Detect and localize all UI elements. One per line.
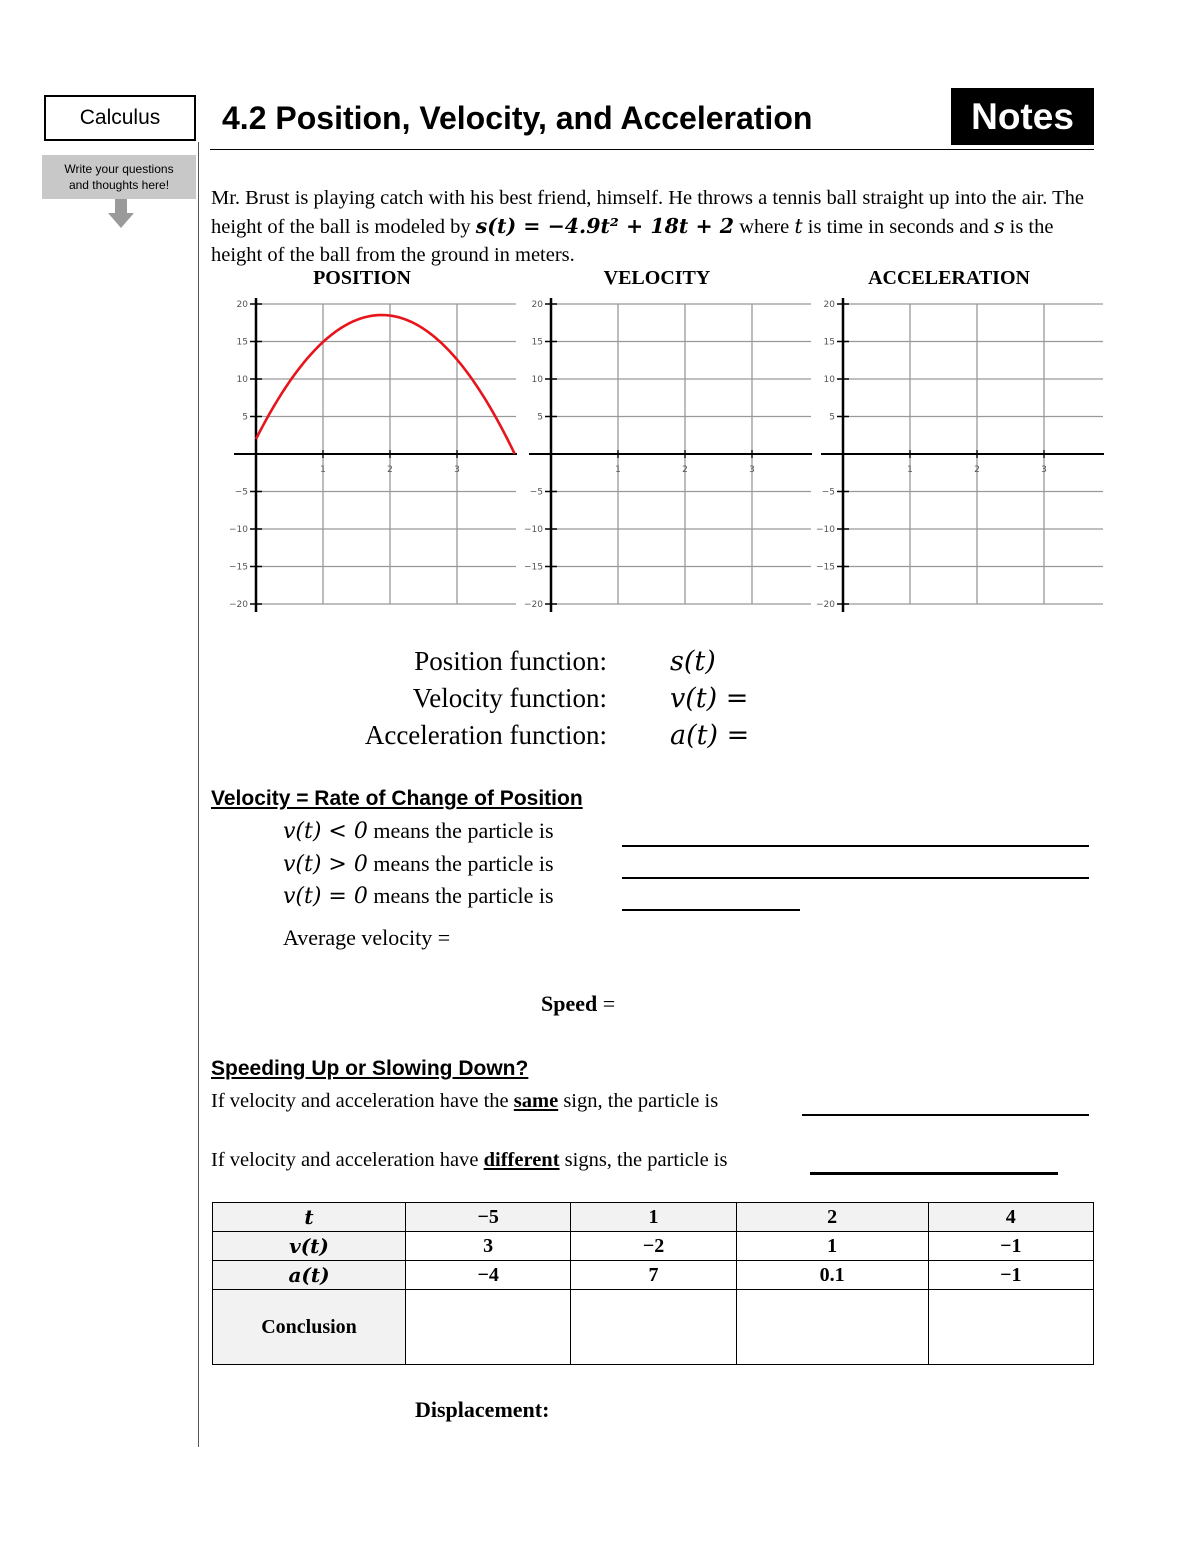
- table-cell: 7: [571, 1261, 736, 1290]
- acceleration-x-tick-label: 3: [1041, 465, 1047, 475]
- position-y-tick-label: 20: [236, 300, 248, 310]
- position-function-row: [0, 646, 1200, 682]
- intro-text-1: Mr. Brust is playing catch with his best friend, himself. He throws a tennis ball straight up into the air. The height of the ball is modeled by: [211, 187, 1085, 238]
- velocity-function-expr: v(t) =: [670, 683, 749, 714]
- acceleration-graph-title: ACCELERATION: [868, 267, 1030, 289]
- velocity-heading: Velocity = Rate of Change of Position: [211, 787, 583, 810]
- velocity-y-tick-label: 5: [537, 412, 543, 423]
- t-variable: t: [794, 214, 803, 238]
- table-cell: 4: [928, 1203, 1093, 1232]
- table-cell: 1: [736, 1232, 928, 1261]
- position-model: s(t) = −4.9t² + 18t + 2: [475, 214, 735, 238]
- course-label: Calculus: [44, 95, 196, 141]
- notes-badge: Notes: [951, 88, 1094, 145]
- intro-text-3: is time in seconds and: [802, 216, 994, 238]
- velocity-zero-expr: v(t) = 0: [283, 884, 368, 909]
- position-y-tick-label: −15: [229, 562, 248, 573]
- velocity-graph-title: VELOCITY: [603, 267, 711, 289]
- position-function-label: Position function:: [414, 646, 607, 676]
- velocity-zero-text: means the particle is: [367, 883, 554, 908]
- position-curve: [256, 315, 515, 454]
- page-title: 4.2 Position, Velocity, and Acceleration: [222, 100, 813, 136]
- table-cell: 0.1: [736, 1261, 928, 1290]
- callout-line-1: Write your questions: [64, 162, 174, 176]
- intro-paragraph: [211, 184, 1101, 269]
- velocity-positive-text: means the particle is: [367, 851, 554, 876]
- velocity-x-tick-label: 2: [682, 465, 688, 475]
- velocity-y-tick-label: −20: [524, 600, 543, 610]
- velocity-function-row: [0, 683, 1200, 719]
- velocity-y-tick-label: −15: [524, 562, 543, 573]
- conclusion-header: Conclusion: [213, 1290, 406, 1365]
- conclusion-cell[interactable]: [928, 1290, 1093, 1365]
- position-x-tick-label: 2: [387, 465, 393, 475]
- velocity-y-tick-label: 20: [531, 300, 543, 310]
- acceleration-y-tick-label: −20: [816, 600, 835, 610]
- position-function-expr: s(t): [670, 646, 716, 677]
- acceleration-x-tick-label: 2: [974, 465, 980, 475]
- table-cell: −5: [406, 1203, 571, 1232]
- different-sign-text-1: If velocity and acceleration have: [211, 1149, 484, 1171]
- acceleration-y-tick-label: 15: [823, 337, 835, 348]
- acceleration-function-row: [0, 720, 1200, 756]
- different-sign-blank[interactable]: [810, 1172, 1058, 1175]
- velocity-y-tick-label: 10: [531, 375, 543, 385]
- table-cell: −1: [928, 1232, 1093, 1261]
- intro-text-2: where: [734, 216, 795, 238]
- table-cell: 1: [571, 1203, 736, 1232]
- position-x-tick-label: 3: [454, 465, 460, 475]
- position-y-tick-label: 15: [236, 337, 248, 348]
- acceleration-function-expr: a(t) =: [670, 720, 750, 751]
- position-graph-title: POSITION: [313, 267, 411, 289]
- sidebar-divider: [198, 142, 199, 1447]
- table-cell: −2: [571, 1232, 736, 1261]
- velocity-y-tick-label: −5: [529, 487, 543, 498]
- same-sign-blank[interactable]: [802, 1114, 1089, 1116]
- same-word: same: [513, 1090, 559, 1112]
- displacement-label: Displacement:: [415, 1397, 550, 1422]
- acceleration-x-tick-label: 1: [907, 465, 913, 475]
- table-cell: −1: [928, 1261, 1093, 1290]
- position-y-tick-label: 5: [242, 412, 248, 423]
- acceleration-function-label: Acceleration function:: [364, 720, 607, 750]
- different-word: different: [483, 1149, 560, 1171]
- conclusion-cell[interactable]: [736, 1290, 928, 1365]
- velocity-negative-row: [283, 818, 554, 844]
- table-cell: −4: [406, 1261, 571, 1290]
- callout-line-2: and thoughts here!: [68, 178, 170, 192]
- down-arrow-icon: [108, 199, 134, 229]
- same-sign-row: [211, 1090, 718, 1113]
- table-row: [213, 1290, 1094, 1365]
- speed-label: Speed: [541, 991, 598, 1016]
- position-y-tick-label: −5: [234, 487, 248, 498]
- velocity-positive-blank[interactable]: [622, 877, 1089, 879]
- acceleration-y-tick-label: 5: [829, 412, 835, 423]
- velocity-zero-blank[interactable]: [622, 909, 800, 911]
- acceleration-y-tick-label: −5: [821, 487, 835, 498]
- table-row: [213, 1203, 1094, 1232]
- conclusion-cell[interactable]: [406, 1290, 571, 1365]
- sign-analysis-table: [212, 1202, 1094, 1365]
- t-header: t: [213, 1203, 406, 1232]
- acceleration-y-tick-label: −10: [816, 525, 835, 535]
- speeding-heading: Speeding Up or Slowing Down?: [211, 1057, 529, 1080]
- velocity-negative-blank[interactable]: [622, 845, 1089, 847]
- velocity-y-tick-label: −10: [524, 525, 543, 535]
- position-graph: [225, 294, 517, 616]
- velocity-x-tick-label: 1: [615, 465, 621, 475]
- s-variable: s: [993, 214, 1005, 238]
- velocity-negative-text: means the particle is: [367, 818, 554, 843]
- v-header: v(t): [213, 1232, 406, 1261]
- acceleration-y-tick-label: 10: [823, 375, 835, 385]
- notes-callout: [42, 155, 196, 199]
- table-row: [213, 1232, 1094, 1261]
- position-y-tick-label: −10: [229, 525, 248, 535]
- velocity-positive-expr: v(t) > 0: [283, 852, 368, 877]
- table-row: [213, 1261, 1094, 1290]
- intro-text-4: is the height of the ball from the ground in meters.: [211, 216, 1054, 266]
- table-cell: 2: [736, 1203, 928, 1232]
- title-divider: [210, 149, 1094, 150]
- different-sign-text-2: signs, the particle is: [559, 1149, 728, 1171]
- same-sign-text-1: If velocity and acceleration have the: [211, 1090, 514, 1112]
- velocity-graph: [520, 294, 812, 616]
- velocity-function-label: Velocity function:: [412, 683, 607, 713]
- velocity-zero-row: [283, 883, 554, 909]
- acceleration-graph: [812, 294, 1104, 616]
- same-sign-text-2: sign, the particle is: [558, 1090, 719, 1112]
- velocity-x-tick-label: 3: [749, 465, 755, 475]
- position-y-tick-label: −20: [229, 600, 248, 610]
- speed-equals: =: [597, 991, 616, 1016]
- a-header: a(t): [213, 1261, 406, 1290]
- velocity-negative-expr: v(t) < 0: [283, 819, 368, 844]
- velocity-y-tick-label: 15: [531, 337, 543, 348]
- speed-row: [541, 991, 615, 1017]
- table-cell: 3: [406, 1232, 571, 1261]
- average-velocity: Average velocity =: [283, 925, 451, 950]
- conclusion-cell[interactable]: [571, 1290, 736, 1365]
- velocity-positive-row: [283, 851, 554, 877]
- acceleration-y-tick-label: 20: [823, 300, 835, 310]
- acceleration-y-tick-label: −15: [816, 562, 835, 573]
- position-x-tick-label: 1: [320, 465, 326, 475]
- different-sign-row: [211, 1149, 728, 1172]
- position-y-tick-label: 10: [236, 375, 248, 385]
